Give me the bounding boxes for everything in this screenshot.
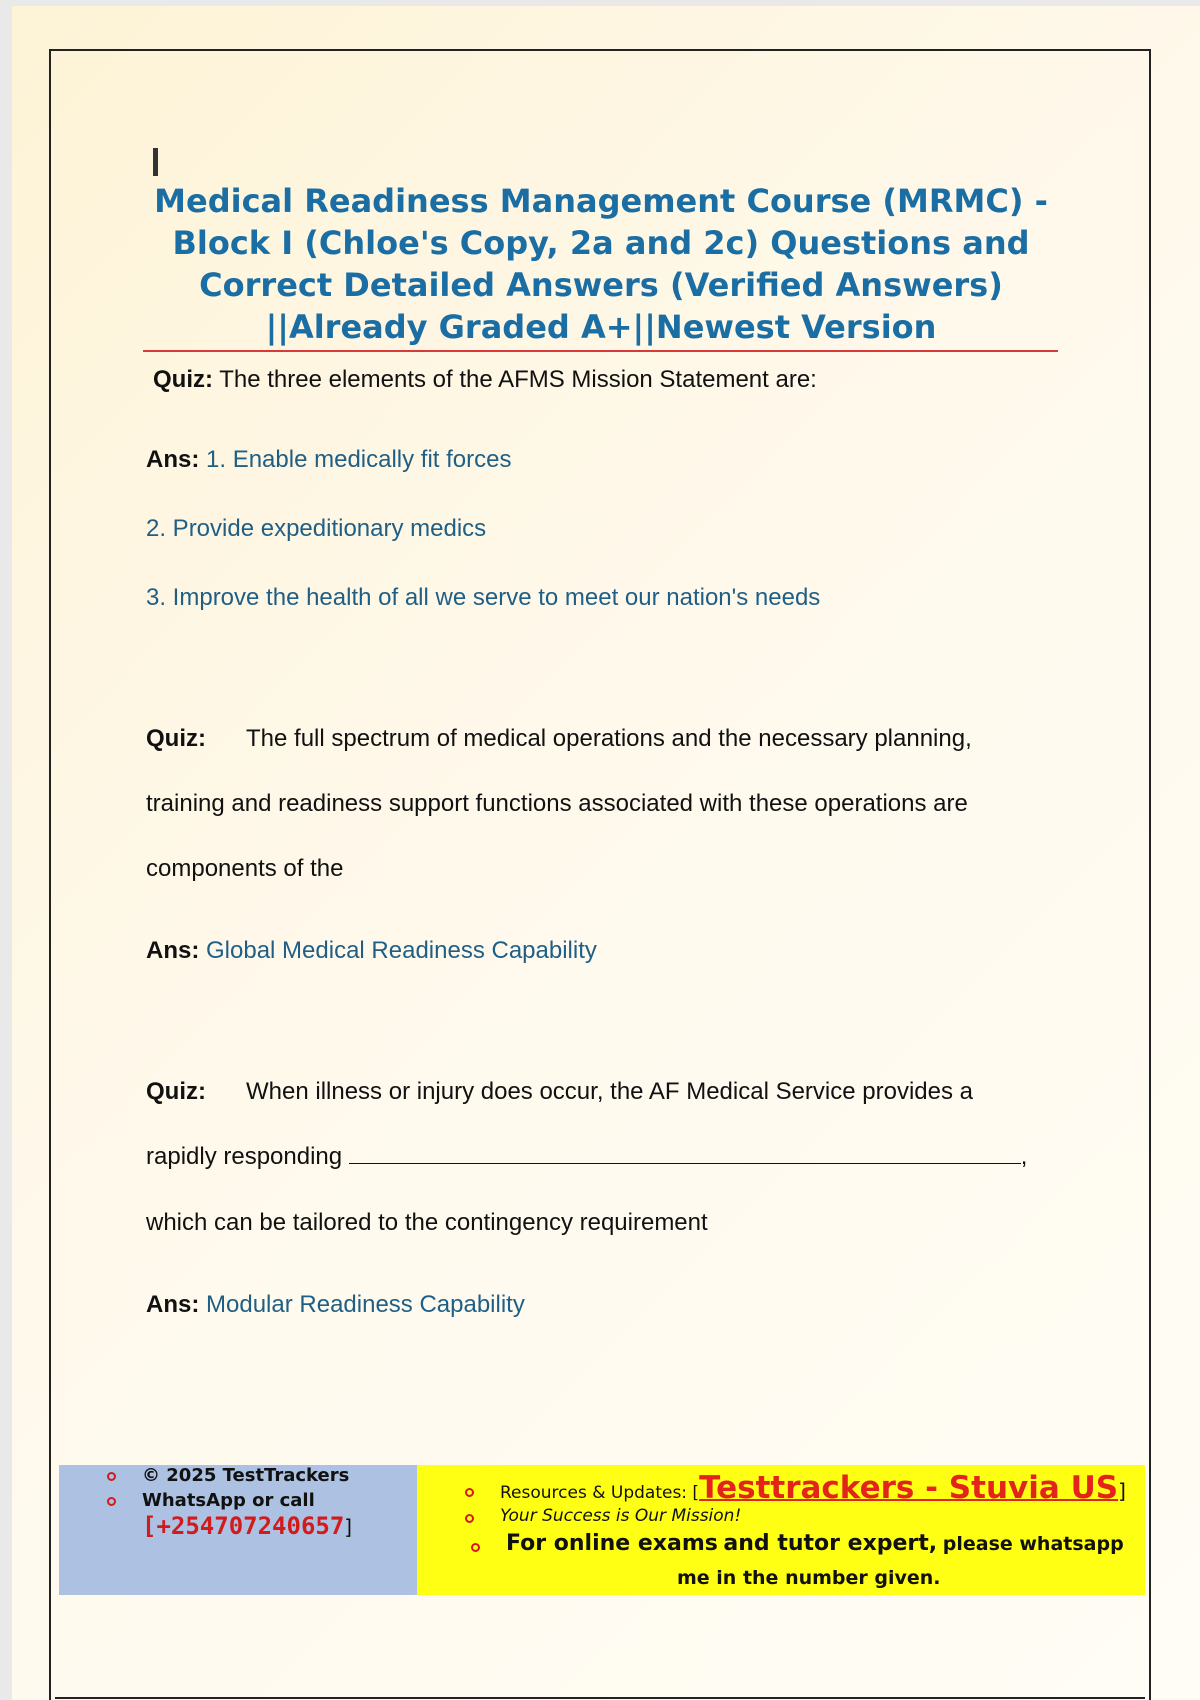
answer-label: Ans: (146, 937, 200, 964)
online-text-b: and tutor expert, (723, 1531, 938, 1556)
quiz-1-question (153, 366, 817, 394)
title-line: Medical Readiness Management Course (MRMC) - (154, 182, 1048, 220)
quiz-2-answer (146, 937, 597, 965)
online-text-a: For online exams (506, 1531, 718, 1556)
quiz-3-answer-text: Modular Readiness Capability (206, 1291, 525, 1318)
quiz-label: Quiz: (153, 366, 213, 393)
quiz-2-answer-text: Global Medical Readiness Capability (206, 937, 597, 964)
quiz-3-text-1: When illness or injury does occur, the AF Medical Service provides a (246, 1078, 973, 1105)
quiz-1-answer-3: 3. Improve the health of all we serve to meet our nation's needs (146, 584, 821, 611)
quiz-3-question-line-1 (146, 1078, 973, 1106)
resources-label: Resources & Updates: [ (500, 1483, 700, 1503)
bullet-icon (107, 1472, 116, 1481)
answer-label: Ans: (146, 446, 200, 473)
phone-close-bracket: ] (344, 1515, 353, 1539)
footer-copyright: © 2025 TestTrackers (142, 1465, 350, 1486)
online-text-c: please whatsapp (942, 1533, 1124, 1555)
footer-phone[interactable]: [+254707240657 (142, 1512, 345, 1540)
bullet-icon (465, 1514, 474, 1523)
quiz-3-answer (146, 1291, 525, 1319)
footer-whatsapp-label: WhatsApp or call (142, 1490, 315, 1511)
title-line: Correct Detailed Answers (Verified Answers) (199, 266, 1003, 304)
title-line: ||Already Graded A+||Newest Version (265, 308, 937, 346)
brand-close-bracket: ] (1118, 1479, 1126, 1503)
footer-online-line-1 (506, 1531, 1124, 1556)
brand-link[interactable]: Testtrackers - Stuvia US (699, 1470, 1119, 1506)
bullet-icon (471, 1543, 480, 1552)
footer-tagline: Your Success is Our Mission! (500, 1506, 742, 1526)
answer-label: Ans: (146, 1291, 200, 1318)
quiz-1-answer (146, 446, 512, 474)
bullet-icon (107, 1497, 116, 1506)
quiz-2-question-line-3: components of the (146, 855, 344, 882)
quiz-1-answer-2: 2. Provide expeditionary medics (146, 515, 487, 542)
title-underline (143, 350, 1058, 352)
blank-comma: , (1020, 1143, 1028, 1170)
fill-in-blank (349, 1145, 1021, 1164)
quiz-1-text: The three elements of the AFMS Mission Statement are: (219, 366, 817, 393)
quiz-label: Quiz: (146, 1078, 206, 1105)
quiz-2-question-line-2: training and readiness support functions associated with these operations are (146, 790, 968, 817)
quiz-3-question-line-2 (146, 1143, 1027, 1171)
quiz-3-text-2: rapidly responding (146, 1143, 343, 1170)
document-title (145, 180, 1057, 348)
quiz-1-answer-1: 1. Enable medically fit forces (206, 446, 512, 473)
bullet-icon (465, 1488, 474, 1497)
quiz-3-question-line-3: which can be tailored to the contingency requirement (146, 1209, 708, 1236)
quiz-label: Quiz: (146, 725, 206, 752)
footer-phone-line (142, 1512, 352, 1540)
footer-resources-line (500, 1470, 1126, 1506)
footer-online-line-2: me in the number given. (677, 1567, 941, 1589)
bottom-rule (55, 1697, 1145, 1699)
title-line: Block I (Chloe's Copy, 2a and 2c) Questions and (172, 224, 1030, 262)
text-cursor-mark (153, 148, 158, 176)
quiz-2-question-line-1 (146, 725, 972, 753)
quiz-2-text-1: The full spectrum of medical operations and the necessary planning, (246, 725, 972, 752)
